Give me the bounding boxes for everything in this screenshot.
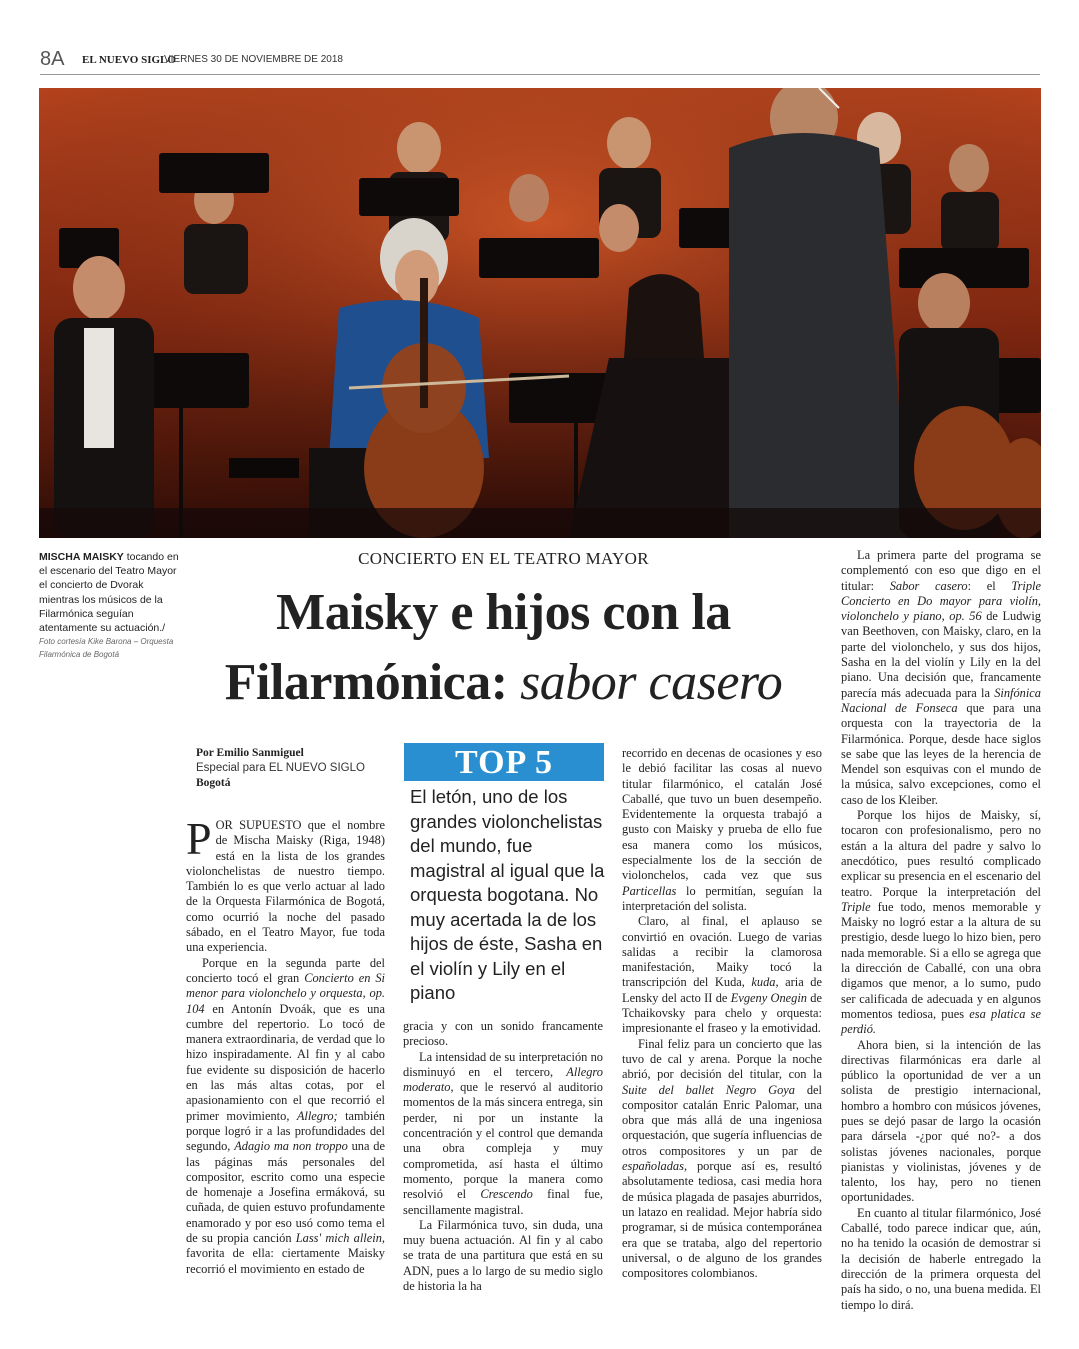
paragraph: La intensidad de su interpretación no disminuyó en el tercero, Allegro moderato, que le reservó al auditorio momentos de la más sincera entrega, sin perder, ni por un instante la concentración y el control que demanda una obra compleja y muy comprometida, así hasta el último momento, porque la manera como resolvió el Crescendo final fue, sencillamente magistral. <box>403 1049 603 1217</box>
headline-line-1: Maisky e hijos con la <box>276 584 731 641</box>
headline-italic: sabor casero <box>520 654 783 711</box>
headline-plain: Filarmónica: <box>224 654 521 711</box>
masthead: EL NUEVO SIGLO <box>82 54 176 66</box>
caption-name: MISCHA MAISKY <box>39 551 124 563</box>
caption-text: tocando en el escenario del Teatro Mayor el concierto de Dvorak mientras los músicos de la Filarmónica seguían atentamente su actuación./ <box>39 551 179 635</box>
paragraph: Claro, al final, el aplauso se convirtió en ovación. Luego de varias salidas a recibir la clamorosa manifestación, Maiky tocó la transcripción del Kuda, kuda, aria de Lensky del acto II de Evgeny Onegin de Tchaikovsky para chelo y orquesta: impresionante el fraseo y la emotividad. <box>622 914 823 1036</box>
body-column-1 <box>186 813 385 1277</box>
issue-date: VIERNES 30 DE NOVIEMBRE DE 2018 <box>164 54 343 65</box>
paragraph: recorrido en decenas de ocasiones y eso le debió facilitar las cosas al nuevo titular filarmónico, el catalán José Caballé, que tuvo un buen desempeño. Evidentemente la orquesta trabajó a gusto con Maisky y prueba de ello fue esa manera como los músicos, especialmente los de la sección de violonchelos, cada vez que sus Particellas lo permitían, seguían la interpretación del solista. <box>622 746 822 913</box>
paragraph: Ahora bien, si la intención de las directivas filarmónicas era darle al público la oportunidad de ver a un solista de prestigio internacional, hombro a hombro con músicos jóvenes, pues se dejó pasar de largo la ocasión para dársela -¿por qué no?- a dos solistas jóvenes nacionales, porque pianistas y violinistas, jóvenes y de talento, los hay, pero no tienen oportunidades. <box>841 1037 1041 1205</box>
article-kicker: CONCIERTO EN EL TEATRO MAYOR <box>358 549 649 568</box>
orchestra-illustration <box>39 88 1041 538</box>
top5-pullquote: El letón, uno de los grandes violonchelistas del mundo, fue magistral al igual que la orquesta bogotana. No muy acertada la de los hijos de éste, Sasha en el violín y Lily en el piano <box>410 786 605 1003</box>
byline-city: Bogotá <box>196 777 231 789</box>
byline-author: Por Emilio Sanmiguel <box>196 747 304 759</box>
paragraph: Porque los hijos de Maisky, sí, tocaron con profesionalismo, pero no están a la altura del padre y salvo lo anecdótico, pues resultó complicado explicar su presencia en el escenario del teatro. Porque la interpretación del Triple fue todo, menos memorable y Maisky no logró estar a la altura de su prestigio, desde luego lo hizo bien, pero nada memorable. Si a ello se agrega que la dirección de Caballé, con una obra digamos que menor, a lo sumo, pudo ser calificada de adecuada y en algunos momentos tediosa, pues esa platica se perdió. <box>841 808 1041 1037</box>
body-column-4 <box>841 548 1041 1313</box>
top5-badge <box>404 743 604 781</box>
body-column-3 <box>622 746 822 1281</box>
byline <box>196 746 396 791</box>
paragraph: gracia y con un sonido francamente precioso. <box>403 1019 603 1049</box>
paragraph: Porque en la segunda parte del concierto tocó el gran Concierto en Si menor para violonchelo y orquesta, op. 104 en Antonín Dvoák, que es una cumbre del repertorio. Lo tocó de manera extraordinaria, de verdad que lo hizo inspiradamente. Al fin y al cabo fue evidente su disposición de hacerlo en las más altas cotas, por el apasionamiento con el que recorrió el primer movimiento, Allegro; también porque logró ir a las profundidades del segundo, Adagio ma non troppo una de las páginas más personales del compositor, escrito como una especie de homenaje a Josefina ermáková, su cuñada, de quien estuvo profundamente enamorado y por eso usó como tema el de su propia canción Lass' mich allein, favorita de ella: ciertamente Maisky recorrió el movimiento en estado de <box>186 955 385 1276</box>
photo-caption <box>39 550 184 661</box>
concert-photo <box>39 88 1041 538</box>
body-column-2 <box>403 1019 603 1294</box>
article-headline <box>195 578 812 718</box>
byline-special: Especial para EL NUEVO SIGLO <box>196 762 365 774</box>
paragraph: Final feliz para un concierto que las tuvo de cal y arena. Porque la noche abrió, por decisión del titular, con la Suite del ballet Negro Goya del compositor catalán Enric Palomar, una obra que más allá de una ingeniosa orquestación, que sugería influencias de otros compositores y un par de españoladas, porque así es, resultó absolutamente tediosa, casi media hora de música plagada de pasajes aburridos, un latazo en realidad. Mejor habría sido programar, si de música contemporánea era que se trataba, algo del repertorio universal, o de alguno de los grandes compositores colombianos. <box>622 1036 822 1281</box>
dropcap: P <box>186 813 212 864</box>
paragraph: La primera parte del programa se complementó con eso que digo en el titular: Sabor casero: el Triple Concierto en Do mayor para violín, violonchelo y piano, op. 56 de Ludwig van Beethoven, con Maisky, claro, en la parte del violonchelo, y sus dos hijos, Sasha en la del violín y Lily en la del piano. Una decisión que, francamente parecía más adecuada para la Sinfónica Nacional de Fonseca que para una orquesta con la trayectoria de la Filarmónica. Porque, desde hace siglos se sabe que las leyes de la herencia de Mendel son esquivas con el mundo de la música, salvo excepciones, como el caso de los Kleiber. <box>841 548 1041 807</box>
page-header <box>40 46 1040 75</box>
photo-credit: Foto cortesía Kike Barona – Orquesta Filarmónica de Bogotá <box>39 637 174 660</box>
page-number: 8A <box>40 48 65 70</box>
paragraph: La Filarmónica tuvo, sin duda, una muy buena actuación. Al fin y al cabo se trata de una partitura que está en su ADN, pues a lo largo de su medio siglo de historia la ha <box>403 1217 603 1294</box>
top5-label: TOP 5 <box>455 744 553 781</box>
paragraph: En cuanto al titular filarmónico, José Caballé, todo parece indicar que, aún, no ha tenido la ocasión de demostrar si la decisión de haberle entregado la dirección de la primera orquesta del país ha sido, o no, una buena medida. El tiempo lo dirá. <box>841 1205 1041 1312</box>
headline-line-2 <box>195 648 812 718</box>
paragraph: POR SUPUESTO que el nombre de Mischa Maisky (Riga, 1948) está en la lista de los grandes violonchelistas de nuestro tiempo. También lo es que verlo actuar al lado de la Orquesta Filarmónica de Bogotá, como ocurrió la noche del pasado sábado, en el Teatro Mayor, fue toda una experiencia. <box>186 813 385 955</box>
